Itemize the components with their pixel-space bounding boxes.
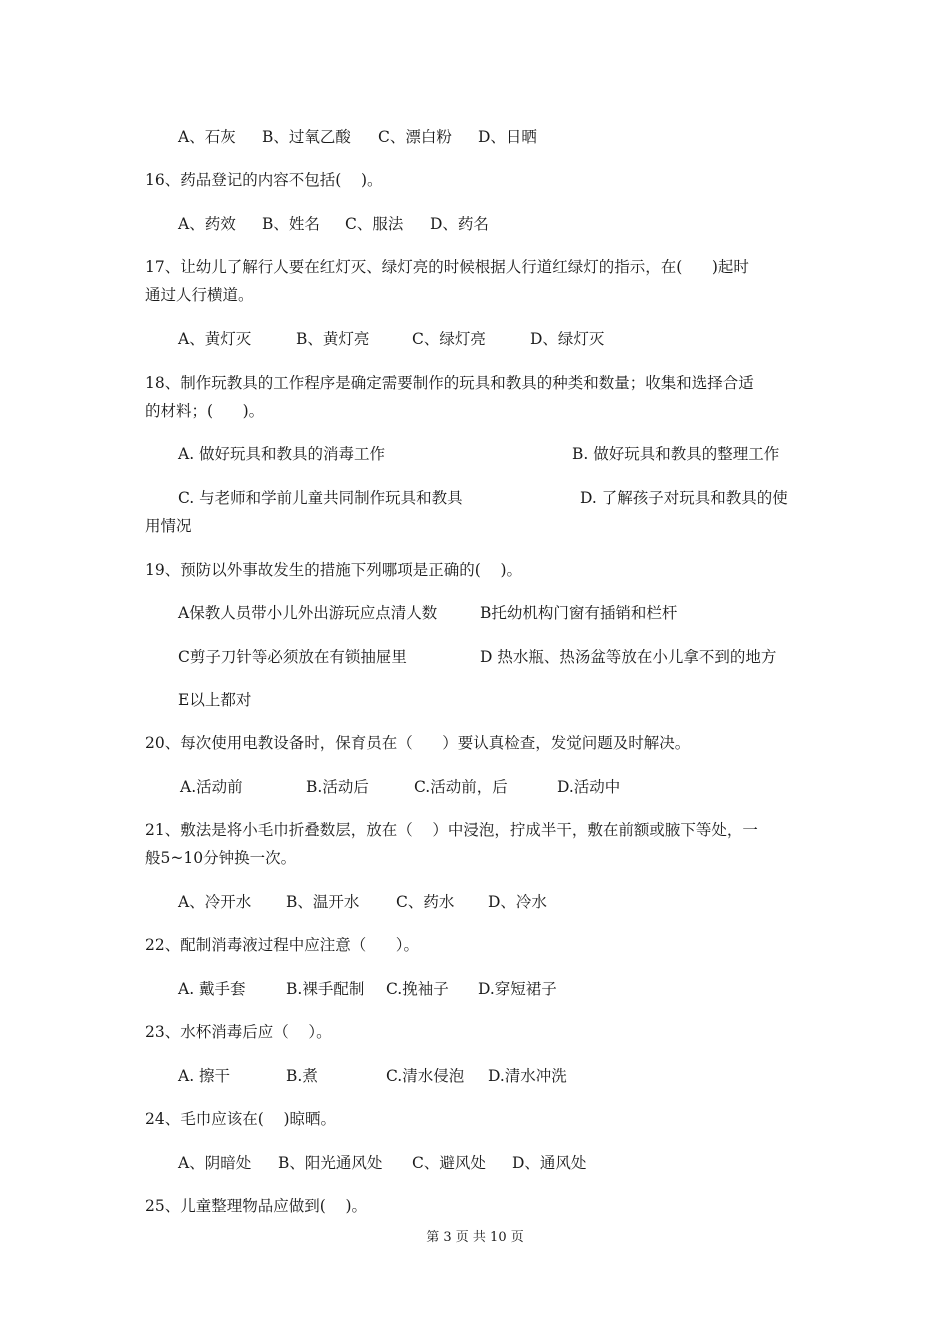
q18-stem-line1: 18、制作玩教具的工作程序是确定需要制作的玩具和教具的种类和数量；收集和选择合适 bbox=[145, 374, 754, 392]
q22-option-a: A. 戴手套 bbox=[178, 980, 246, 998]
q15-option-a: A、石灰 bbox=[178, 128, 236, 146]
q21-stem-line1: 21、敷法是将小毛巾折叠数层，放在（ ）中浸泡，拧成半干，敷在前额或腋下等处，一 bbox=[145, 821, 758, 839]
q19-option-c: C剪子刀针等必须放在有锁抽屉里 bbox=[178, 648, 407, 666]
q24-option-c: C、避风处 bbox=[412, 1154, 486, 1172]
q18-option-d-line1: D. 了解孩子对玩具和教具的使 bbox=[580, 489, 788, 507]
q22-option-d: D.穿短裙子 bbox=[478, 980, 557, 998]
q16-option-d: D、药名 bbox=[430, 215, 489, 233]
q16-option-a: A、药效 bbox=[178, 215, 236, 233]
q21-option-a: A、冷开水 bbox=[178, 893, 252, 911]
page-number: 第 3 页 共 10 页 bbox=[426, 1230, 524, 1245]
q20-option-d: D.活动中 bbox=[557, 778, 621, 796]
q16-option-c: C、服法 bbox=[345, 215, 404, 233]
q17-option-a: A、黄灯灭 bbox=[178, 330, 252, 348]
q24-option-b: B、阳光通风处 bbox=[278, 1154, 383, 1172]
q24-option-d: D、通风处 bbox=[512, 1154, 587, 1172]
q22-option-b: B.裸手配制 bbox=[286, 980, 365, 998]
q19-option-d: D 热水瓶、热汤盆等放在小儿拿不到的地方 bbox=[480, 648, 777, 666]
q24-stem: 24、毛巾应该在( )晾晒。 bbox=[145, 1110, 337, 1128]
q24-option-a: A、阴暗处 bbox=[178, 1154, 252, 1172]
q15-option-c: C、漂白粉 bbox=[378, 128, 452, 146]
q18-stem-line2: 的材料；( )。 bbox=[145, 402, 265, 420]
q18-option-a: A. 做好玩具和教具的消毒工作 bbox=[178, 445, 386, 463]
q23-option-b: B.煮 bbox=[286, 1067, 318, 1085]
q17-stem-line1: 17、让幼儿了解行人要在红灯灭、绿灯亮的时候根据人行道红绿灯的指示，在( )起时 bbox=[145, 258, 749, 276]
q21-option-b: B、温开水 bbox=[286, 893, 360, 911]
q22-stem: 22、配制消毒液过程中应注意（ ）。 bbox=[145, 936, 420, 954]
q18-option-d-line2: 用情况 bbox=[145, 517, 192, 535]
q15-option-b: B、过氧乙酸 bbox=[262, 128, 351, 146]
q17-option-d: D、绿灯灭 bbox=[530, 330, 605, 348]
q20-option-c: C.活动前，后 bbox=[414, 778, 508, 796]
q23-option-c: C.清水侵泡 bbox=[386, 1067, 465, 1085]
q17-stem-line2: 通过人行横道。 bbox=[145, 286, 254, 304]
q18-option-b: B. 做好玩具和教具的整理工作 bbox=[572, 445, 780, 463]
q20-option-a: A.活动前 bbox=[180, 778, 243, 796]
q22-option-c: C.挽袖子 bbox=[386, 980, 449, 998]
q20-option-b: B.活动后 bbox=[306, 778, 369, 796]
q21-option-d: D、冷水 bbox=[488, 893, 547, 911]
q19-option-b: B托幼机构门窗有插销和栏杆 bbox=[480, 604, 678, 622]
q20-stem: 20、每次使用电教设备时，保育员在（ ）要认真检查，发觉问题及时解决。 bbox=[145, 734, 691, 752]
q21-option-c: C、药水 bbox=[396, 893, 455, 911]
q19-option-a: A保教人员带小儿外出游玩应点清人数 bbox=[178, 604, 438, 622]
q17-option-c: C、绿灯亮 bbox=[412, 330, 486, 348]
q18-option-c: C. 与老师和学前儿童共同制作玩具和教具 bbox=[178, 489, 463, 507]
q23-option-d: D.清水冲洗 bbox=[488, 1067, 567, 1085]
q19-stem: 19、预防以外事故发生的措施下列哪项是正确的( )。 bbox=[145, 561, 523, 579]
q19-option-e: E以上都对 bbox=[178, 691, 252, 709]
q23-stem: 23、水杯消毒后应（ ）。 bbox=[145, 1023, 332, 1041]
q23-option-a: A. 擦干 bbox=[178, 1067, 231, 1085]
q16-stem: 16、药品登记的内容不包括( )。 bbox=[145, 171, 383, 189]
q25-stem: 25、儿童整理物品应做到( )。 bbox=[145, 1197, 368, 1215]
q21-stem-line2: 般5~10分钟换一次。 bbox=[145, 849, 297, 867]
q15-option-d: D、日晒 bbox=[478, 128, 537, 146]
q16-option-b: B、姓名 bbox=[262, 215, 320, 233]
q17-option-b: B、黄灯亮 bbox=[296, 330, 370, 348]
